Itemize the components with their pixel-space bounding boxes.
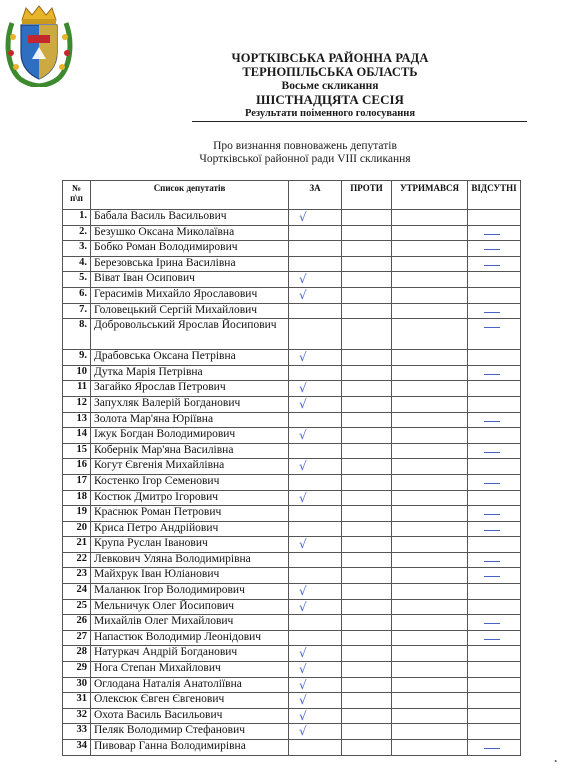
vote-cell-absent <box>468 552 521 568</box>
row-number: 33 <box>63 724 91 740</box>
check-mark-icon: √ <box>299 428 307 443</box>
vote-cell-against <box>342 303 392 319</box>
vote-cell-for <box>289 740 342 756</box>
check-mark-icon: √ <box>299 724 307 739</box>
vote-cell-for <box>289 646 342 662</box>
check-mark-icon: √ <box>299 459 307 474</box>
deputy-name: Крупа Руслан Іванович <box>91 537 289 553</box>
vote-cell-against <box>342 241 392 257</box>
vote-cell-for <box>289 381 342 397</box>
check-mark-icon: √ <box>299 662 307 677</box>
row-number: 7. <box>63 303 91 319</box>
vote-cell-for <box>289 303 342 319</box>
table-row <box>63 568 521 584</box>
vote-cell-for <box>289 662 342 678</box>
row-number: 5. <box>63 272 91 288</box>
vote-cell-absent <box>468 210 521 226</box>
col-header-num: № п\п <box>63 181 91 210</box>
vote-cell-for <box>289 459 342 475</box>
dash-mark-icon <box>484 483 500 484</box>
row-number: 28 <box>63 646 91 662</box>
vote-cell-absent <box>468 287 521 303</box>
vote-cell-abstain <box>392 350 468 366</box>
vote-cell-against <box>342 708 392 724</box>
check-mark-icon: √ <box>299 584 307 599</box>
vote-cell-against <box>342 615 392 631</box>
deputy-name: Кобернік Мар'яна Василівна <box>91 443 289 459</box>
row-number: 27 <box>63 630 91 646</box>
table-row <box>63 443 521 459</box>
table-row <box>63 708 521 724</box>
vote-cell-for <box>289 287 342 303</box>
table-row <box>63 724 521 740</box>
dash-mark-icon <box>484 639 500 640</box>
vote-cell-for <box>289 272 342 288</box>
deputy-name: Віват Іван Осипович <box>91 272 289 288</box>
vote-cell-abstain <box>392 740 468 756</box>
dash-mark-icon <box>484 452 500 453</box>
table-row <box>63 241 521 257</box>
vote-cell-abstain <box>392 724 468 740</box>
deputy-name: Драбовська Оксана Петрівна <box>91 350 289 366</box>
table-row <box>63 740 521 756</box>
vote-cell-for <box>289 521 342 537</box>
deputy-name: Мельничук Олег Йосипович <box>91 599 289 615</box>
vote-cell-absent <box>468 428 521 444</box>
vote-cell-abstain <box>392 474 468 490</box>
deputy-name: Бабала Василь Васильович <box>91 210 289 226</box>
vote-cell-for <box>289 708 342 724</box>
deputy-name: Запухляк Валерій Богданович <box>91 396 289 412</box>
subject-line-1: Про визнання повноважень депутатів <box>213 140 397 152</box>
vote-cell-absent <box>468 599 521 615</box>
vote-cell-abstain <box>392 615 468 631</box>
row-number: 6. <box>63 287 91 303</box>
vote-cell-absent <box>468 381 521 397</box>
deputy-name: Майхрук Іван Юліанович <box>91 568 289 584</box>
check-mark-icon: √ <box>299 350 307 365</box>
check-mark-icon: √ <box>299 287 307 302</box>
convocation-title: Восьме скликання <box>281 80 379 92</box>
row-number: 2. <box>63 225 91 241</box>
vote-cell-against <box>342 350 392 366</box>
vote-cell-against <box>342 381 392 397</box>
vote-cell-absent <box>468 241 521 257</box>
row-number: 20 <box>63 521 91 537</box>
table-row <box>63 552 521 568</box>
table-row <box>63 521 521 537</box>
vote-cell-abstain <box>392 287 468 303</box>
vote-cell-absent <box>468 506 521 522</box>
vote-cell-abstain <box>392 459 468 475</box>
vote-cell-against <box>342 396 392 412</box>
vote-cell-for <box>289 396 342 412</box>
table-row <box>63 693 521 709</box>
row-number: 29 <box>63 662 91 678</box>
vote-cell-for <box>289 677 342 693</box>
vote-cell-abstain <box>392 521 468 537</box>
deputy-name: Золота Мар'яна Юріївна <box>91 412 289 428</box>
deputy-name: Іжук Богдан Володимирович <box>91 428 289 444</box>
vote-cell-absent <box>468 537 521 553</box>
vote-cell-absent <box>468 584 521 600</box>
row-number: 17 <box>63 474 91 490</box>
col-header-against: ПРОТИ <box>342 181 392 210</box>
table-row <box>63 365 521 381</box>
council-title: ЧОРТКІВСЬКА РАЙОННА РАДА <box>231 51 429 65</box>
vote-cell-abstain <box>392 630 468 646</box>
vote-cell-for <box>289 599 342 615</box>
table-row <box>63 225 521 241</box>
vote-cell-abstain <box>392 412 468 428</box>
row-number: 14 <box>63 428 91 444</box>
dash-mark-icon <box>484 514 500 515</box>
table-row <box>63 287 521 303</box>
dash-mark-icon <box>484 374 500 375</box>
vote-cell-absent <box>468 412 521 428</box>
vote-cell-against <box>342 287 392 303</box>
coat-of-arms-icon <box>4 3 74 87</box>
vote-cell-for <box>289 225 342 241</box>
table-row <box>63 319 521 350</box>
deputy-name: Напастюк Володимир Леонідович <box>91 630 289 646</box>
vote-cell-abstain <box>392 599 468 615</box>
vote-cell-against <box>342 521 392 537</box>
vote-cell-for <box>289 552 342 568</box>
vote-cell-against <box>342 677 392 693</box>
vote-cell-absent <box>468 740 521 756</box>
table-header-row <box>63 181 521 210</box>
vote-cell-against <box>342 443 392 459</box>
dash-mark-icon <box>484 623 500 624</box>
vote-cell-against <box>342 630 392 646</box>
table-row <box>63 677 521 693</box>
vote-cell-abstain <box>392 537 468 553</box>
table-row <box>63 584 521 600</box>
vote-cell-absent <box>468 646 521 662</box>
vote-cell-against <box>342 662 392 678</box>
session-title: ШІСТНАДЦЯТА СЕСІЯ <box>256 92 404 107</box>
vote-cell-abstain <box>392 443 468 459</box>
table-row <box>63 537 521 553</box>
deputy-name: Герасимів Михайло Ярославович <box>91 287 289 303</box>
vote-cell-abstain <box>392 365 468 381</box>
vote-cell-absent <box>468 443 521 459</box>
vote-cell-against <box>342 724 392 740</box>
vote-cell-abstain <box>392 396 468 412</box>
vote-cell-absent <box>468 256 521 272</box>
table-row <box>63 396 521 412</box>
check-mark-icon: √ <box>299 210 307 224</box>
table-row <box>63 646 521 662</box>
deputy-name: Пивовар Ганна Володимирівна <box>91 740 289 756</box>
vote-cell-against <box>342 256 392 272</box>
deputy-name: Головецький Сергій Михайлович <box>91 303 289 319</box>
table-row <box>63 412 521 428</box>
dash-mark-icon <box>484 327 500 328</box>
vote-cell-against <box>342 412 392 428</box>
vote-cell-absent <box>468 630 521 646</box>
row-number: 4. <box>63 256 91 272</box>
deputy-name: Пеляк Володимир Стефанович <box>91 724 289 740</box>
check-mark-icon: √ <box>299 708 307 723</box>
vote-cell-against <box>342 537 392 553</box>
row-number: 30 <box>63 677 91 693</box>
vote-cell-against <box>342 210 392 226</box>
vote-cell-abstain <box>392 319 468 350</box>
deputy-name: Оглодана Наталія Анатоліївна <box>91 677 289 693</box>
vote-cell-against <box>342 428 392 444</box>
check-mark-icon: √ <box>299 693 307 708</box>
vote-cell-absent <box>468 303 521 319</box>
deputy-name: Березовська Ірина Василівна <box>91 256 289 272</box>
vote-cell-against <box>342 568 392 584</box>
deputy-name: Добровольський Ярослав Йосипович <box>91 319 289 350</box>
table-row <box>63 630 521 646</box>
vote-cell-abstain <box>392 708 468 724</box>
deputy-name: Олексюк Євген Євгенович <box>91 693 289 709</box>
vote-cell-absent <box>468 521 521 537</box>
vote-cell-abstain <box>392 677 468 693</box>
table-row <box>63 350 521 366</box>
table-row <box>63 210 521 226</box>
vote-cell-against <box>342 319 392 350</box>
row-number: 21 <box>63 537 91 553</box>
row-number: 3. <box>63 241 91 257</box>
vote-cell-abstain <box>392 210 468 226</box>
vote-cell-absent <box>468 615 521 631</box>
row-number: 24 <box>63 584 91 600</box>
col-header-name: Список депутатів <box>91 181 289 210</box>
vote-cell-for <box>289 365 342 381</box>
header-rule <box>192 121 527 122</box>
check-mark-icon: √ <box>299 677 307 692</box>
deputy-name: Маланюк Ігор Володимирович <box>91 584 289 600</box>
vote-cell-against <box>342 459 392 475</box>
dash-mark-icon <box>484 234 500 235</box>
vote-cell-against <box>342 474 392 490</box>
vote-cell-absent <box>468 662 521 678</box>
table-row <box>63 256 521 272</box>
vote-cell-against <box>342 552 392 568</box>
row-number: 34 <box>63 740 91 756</box>
vote-cell-abstain <box>392 272 468 288</box>
table-row <box>63 303 521 319</box>
row-number: 8. <box>63 319 91 350</box>
row-number: 32 <box>63 708 91 724</box>
dash-mark-icon <box>484 265 500 266</box>
check-mark-icon: √ <box>299 599 307 614</box>
dash-mark-icon <box>484 561 500 562</box>
row-number: 1. <box>63 210 91 226</box>
vote-cell-absent <box>468 490 521 506</box>
row-number: 23 <box>63 568 91 584</box>
vote-cell-abstain <box>392 552 468 568</box>
table-row <box>63 474 521 490</box>
vote-cell-absent <box>468 708 521 724</box>
vote-cell-absent <box>468 459 521 475</box>
check-mark-icon: √ <box>299 381 307 396</box>
row-number: 11 <box>63 381 91 397</box>
vote-cell-for <box>289 506 342 522</box>
vote-cell-for <box>289 241 342 257</box>
vote-cell-against <box>342 693 392 709</box>
row-number: 10 <box>63 365 91 381</box>
vote-cell-absent <box>468 693 521 709</box>
table-row <box>63 381 521 397</box>
vote-cell-against <box>342 646 392 662</box>
col-header-for: ЗА <box>289 181 342 210</box>
row-number: 13 <box>63 412 91 428</box>
vote-cell-against <box>342 740 392 756</box>
check-mark-icon: √ <box>299 396 307 411</box>
row-number: 26 <box>63 615 91 631</box>
check-mark-icon: √ <box>299 646 307 661</box>
row-number: 19 <box>63 506 91 522</box>
vote-cell-for <box>289 490 342 506</box>
deputy-name: Бобко Роман Володимирович <box>91 241 289 257</box>
vote-cell-absent <box>468 319 521 350</box>
vote-cell-abstain <box>392 646 468 662</box>
row-number: 31 <box>63 693 91 709</box>
vote-cell-for <box>289 630 342 646</box>
deputy-name: Когут Євгенія Михайлівна <box>91 459 289 475</box>
vote-cell-against <box>342 584 392 600</box>
deputy-name: Нога Степан Михайлович <box>91 662 289 678</box>
table-row <box>63 506 521 522</box>
vote-cell-for <box>289 693 342 709</box>
vote-cell-absent <box>468 350 521 366</box>
region-title: ТЕРНОПІЛЬСЬКА ОБЛАСТЬ <box>242 65 418 79</box>
vote-cell-abstain <box>392 225 468 241</box>
deputy-name: Криса Петро Андрійович <box>91 521 289 537</box>
subject-line-2: Чортківської районної ради VIII скликання <box>199 153 411 165</box>
vote-cell-for <box>289 615 342 631</box>
row-number: 18 <box>63 490 91 506</box>
vote-cell-for <box>289 210 342 226</box>
row-number: 16 <box>63 459 91 475</box>
table-row <box>63 272 521 288</box>
vote-cell-for <box>289 256 342 272</box>
vote-cell-abstain <box>392 662 468 678</box>
vote-cell-absent <box>468 677 521 693</box>
table-row <box>63 662 521 678</box>
dash-mark-icon <box>484 249 500 250</box>
vote-cell-absent <box>468 225 521 241</box>
vote-cell-for <box>289 584 342 600</box>
vote-cell-against <box>342 490 392 506</box>
vote-cell-against <box>342 599 392 615</box>
vote-cell-for <box>289 724 342 740</box>
dash-mark-icon <box>484 748 500 749</box>
vote-cell-for <box>289 568 342 584</box>
deputy-name: Михайлів Олег Михайлович <box>91 615 289 631</box>
deputy-name: Загайко Ярослав Петрович <box>91 381 289 397</box>
vote-table-body <box>63 210 521 756</box>
dash-mark-icon <box>484 421 500 422</box>
vote-cell-abstain <box>392 490 468 506</box>
vote-cell-for <box>289 428 342 444</box>
vote-cell-for <box>289 319 342 350</box>
vote-cell-absent <box>468 396 521 412</box>
vote-cell-absent <box>468 474 521 490</box>
vote-cell-against <box>342 272 392 288</box>
vote-cell-abstain <box>392 256 468 272</box>
dash-mark-icon <box>484 312 500 313</box>
vote-cell-abstain <box>392 506 468 522</box>
deputy-name: Безушко Оксана Миколаївна <box>91 225 289 241</box>
vote-table <box>62 180 521 756</box>
row-number: 9. <box>63 350 91 366</box>
vote-cell-absent <box>468 568 521 584</box>
vote-cell-abstain <box>392 303 468 319</box>
vote-cell-against <box>342 365 392 381</box>
table-row <box>63 490 521 506</box>
deputy-name: Охота Василь Васильович <box>91 708 289 724</box>
vote-cell-for <box>289 443 342 459</box>
vote-cell-against <box>342 506 392 522</box>
vote-cell-for <box>289 537 342 553</box>
vote-cell-abstain <box>392 428 468 444</box>
row-number: 12 <box>63 396 91 412</box>
col-header-absent: ВІДСУТНІ <box>468 181 521 210</box>
table-row <box>63 615 521 631</box>
dash-mark-icon <box>484 576 500 577</box>
row-number: 15 <box>63 443 91 459</box>
check-mark-icon: √ <box>299 272 307 287</box>
deputy-name: Дутка Марія Петрівна <box>91 365 289 381</box>
deputy-name: Натуркач Андрій Богданович <box>91 646 289 662</box>
deputy-name: Левкович Уляна Володимирівна <box>91 552 289 568</box>
deputy-name: Костюк Дмитро Ігорович <box>91 490 289 506</box>
margin-mark: • <box>554 757 557 766</box>
vote-cell-for <box>289 350 342 366</box>
dash-mark-icon <box>484 530 500 531</box>
vote-cell-absent <box>468 272 521 288</box>
row-number: 25 <box>63 599 91 615</box>
results-title: Результати поіменного голосування <box>244 108 416 119</box>
table-row <box>63 599 521 615</box>
col-header-abstain: УТРИМАВСЯ <box>392 181 468 210</box>
vote-cell-abstain <box>392 584 468 600</box>
vote-cell-abstain <box>392 241 468 257</box>
table-row <box>63 428 521 444</box>
vote-cell-against <box>342 225 392 241</box>
vote-cell-for <box>289 474 342 490</box>
vote-cell-abstain <box>392 568 468 584</box>
table-row <box>63 459 521 475</box>
row-number: 22 <box>63 552 91 568</box>
vote-cell-absent <box>468 724 521 740</box>
check-mark-icon: √ <box>299 490 307 505</box>
vote-cell-abstain <box>392 381 468 397</box>
deputy-name: Костенко Ігор Семенович <box>91 474 289 490</box>
vote-cell-abstain <box>392 693 468 709</box>
check-mark-icon: √ <box>299 537 307 552</box>
vote-cell-absent <box>468 365 521 381</box>
deputy-name: Краснюк Роман Петрович <box>91 506 289 522</box>
vote-cell-for <box>289 412 342 428</box>
